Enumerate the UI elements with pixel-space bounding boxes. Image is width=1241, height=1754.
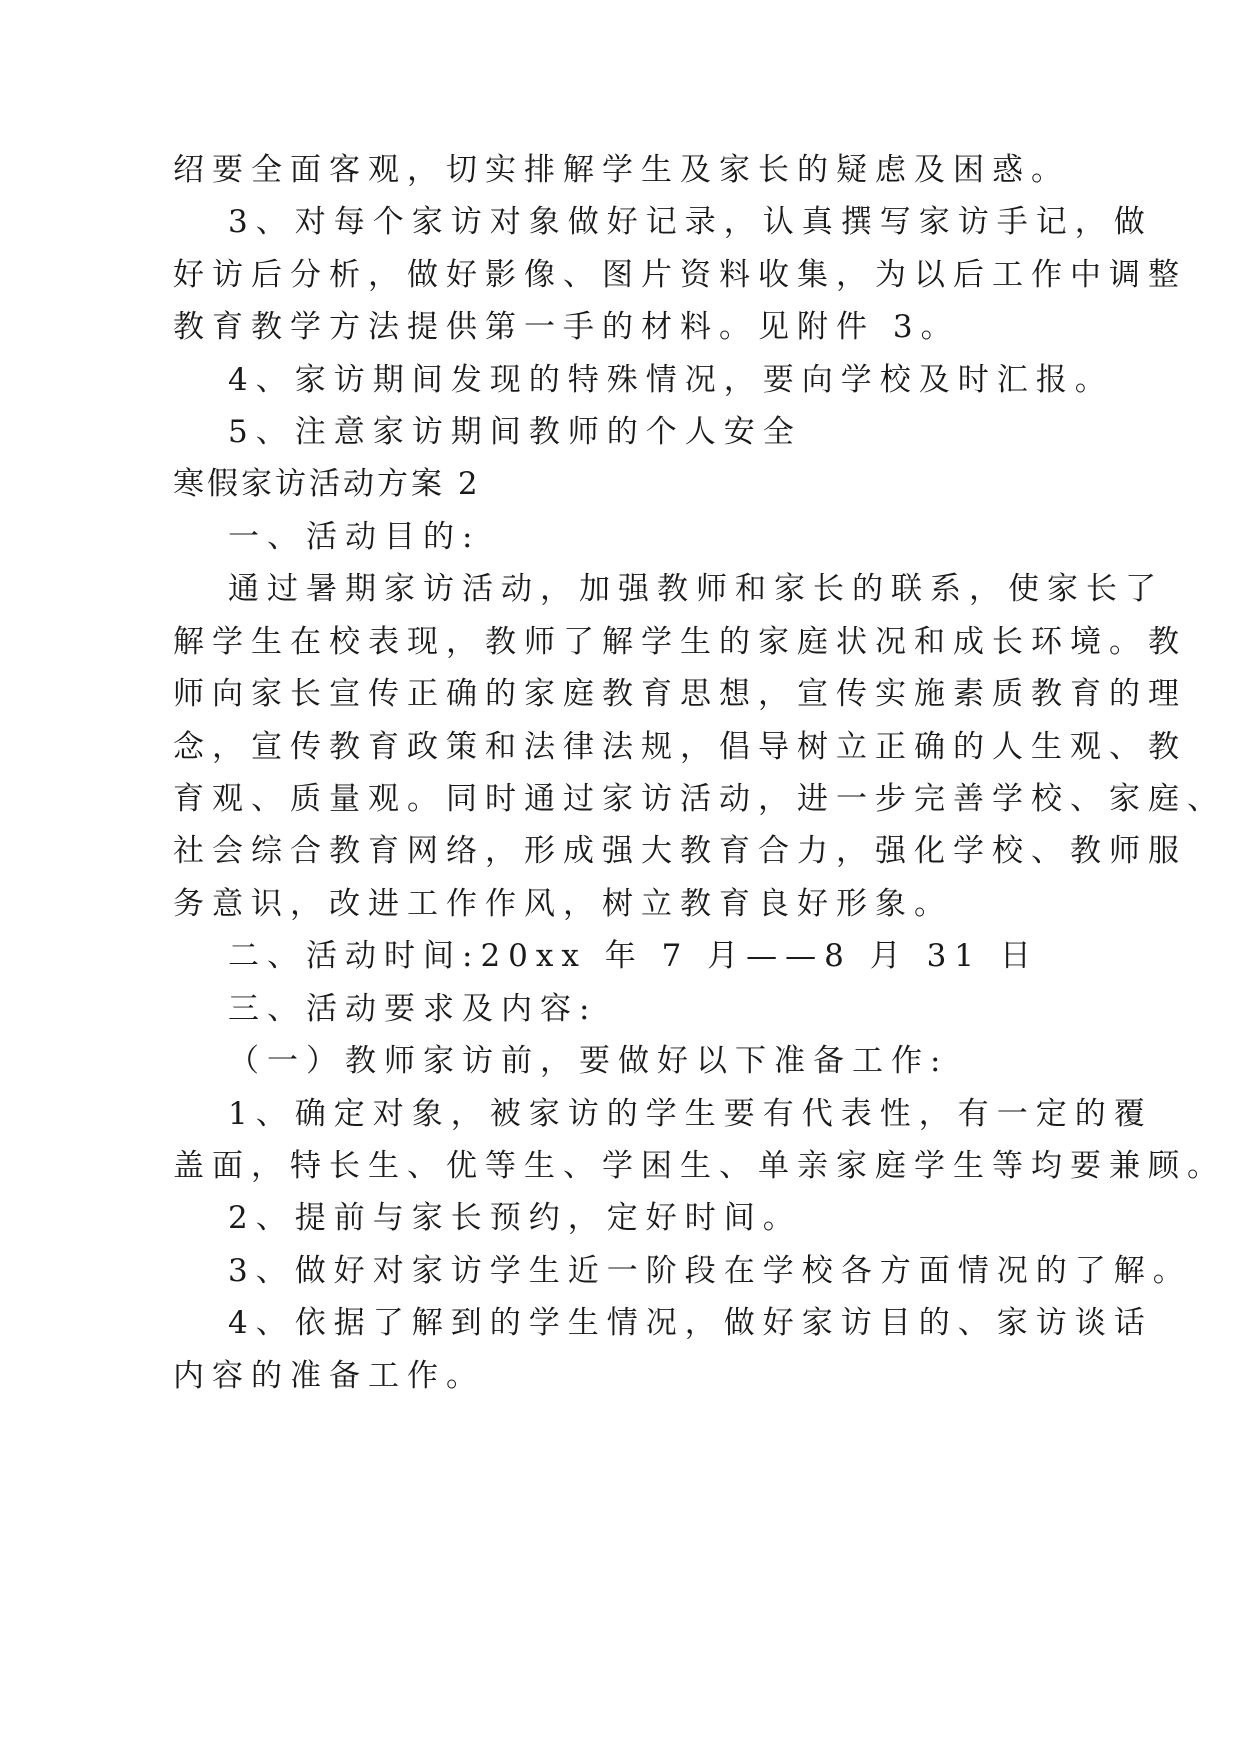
list-item-4: 4、家访期间发现的特殊情况，要向学校及时汇报。	[228, 362, 1114, 398]
body-line: 教育教学方法提供第一手的材料。见附件 3。	[173, 309, 960, 345]
subheading-preparation: （一）教师家访前，要做好以下准备工作:	[228, 1043, 949, 1079]
list-item-3: 3、做好对家访学生近一阶段在学校各方面情况的了解。	[228, 1253, 1192, 1289]
paragraph-line: 社会综合教育网络，形成强大教育合力，强化学校、教师服	[173, 833, 1187, 869]
paragraph-line: 通过暑期家访活动，加强教师和家长的联系，使家长了	[228, 571, 1164, 607]
list-item-5: 5、注意家访期间教师的个人安全	[228, 414, 802, 450]
list-item-3: 3、对每个家访对象做好记录，认真撰写家访手记，做	[228, 204, 1153, 240]
paragraph-line: 育观、质量观。同时通过家访活动，进一步完善学校、家庭、	[173, 781, 1226, 817]
body-line: 内容的准备工作。	[173, 1358, 485, 1394]
subheading-requirements: 三、活动要求及内容:	[228, 991, 598, 1027]
subheading-purpose: 一、活动目的:	[228, 519, 481, 555]
list-item-2: 2、提前与家长预约，定好时间。	[228, 1200, 802, 1236]
list-item-4: 4、依据了解到的学生情况，做好家访目的、家访谈话	[228, 1305, 1153, 1341]
subheading-time: 二、活动时间:20xx 年 7 月——8 月 31 日	[228, 938, 1039, 974]
body-line: 绍要全面客观，切实排解学生及家长的疑虑及困惑。	[173, 152, 1070, 188]
paragraph-line: 解学生在校表现，教师了解学生的家庭状况和成长环境。教	[173, 624, 1187, 660]
paragraph-line: 师向家长宣传正确的家庭教育思想，宣传实施素质教育的理	[173, 676, 1187, 712]
paragraph-line: 念，宣传教育政策和法律法规，倡导树立正确的人生观、教	[173, 729, 1187, 765]
list-item-1: 1、确定对象，被家访的学生要有代表性，有一定的覆	[228, 1096, 1153, 1132]
body-line: 盖面，特长生、优等生、学困生、单亲家庭学生等均要兼顾。	[173, 1148, 1226, 1184]
section-heading: 寒假家访活动方案 2	[173, 466, 481, 502]
paragraph-line: 务意识，改进工作作风，树立教育良好形象。	[173, 886, 953, 922]
body-line: 好访后分析，做好影像、图片资料收集，为以后工作中调整	[173, 257, 1187, 293]
